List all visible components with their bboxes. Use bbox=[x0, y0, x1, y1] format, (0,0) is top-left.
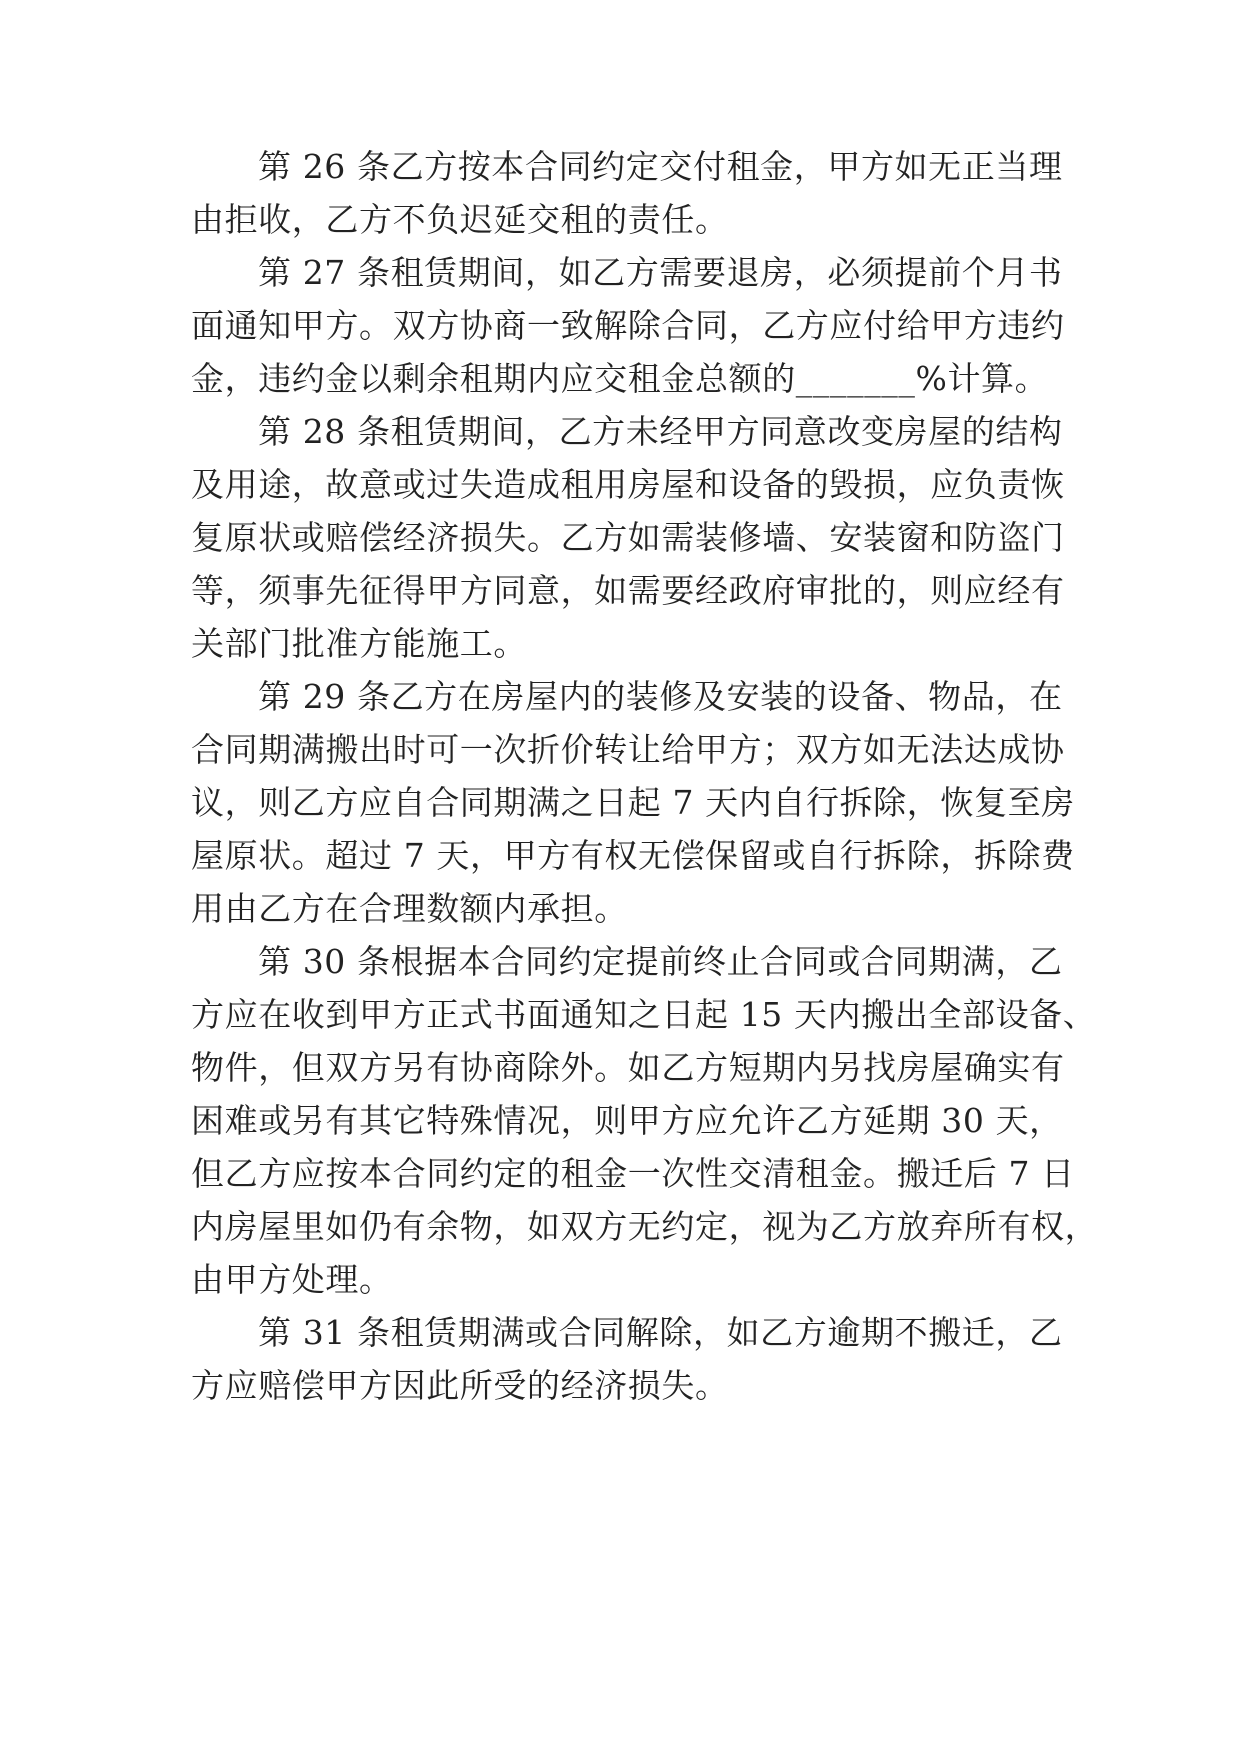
article-30-line-3: 物件，但双方另有协商除外。如乙方短期内另找房屋确实有 bbox=[191, 1048, 1065, 1087]
article-29-line-5: 用由乙方在合理数额内承担。 bbox=[191, 889, 628, 928]
article-29-line-3: 议，则乙方应自合同期满之日起 7 天内自行拆除，恢复至房 bbox=[191, 783, 1075, 822]
article-26-line-1: 第 26 条乙方按本合同约定交付租金，甲方如无正当理 bbox=[258, 147, 1063, 186]
article-27-line-1: 第 27 条租赁期间，如乙方需要退房，必须提前个月书 bbox=[258, 253, 1063, 292]
article-26-line-2: 由拒收，乙方不负迟延交租的责任。 bbox=[191, 200, 729, 239]
article-29-line-2: 合同期满搬出时可一次折价转让给甲方；双方如无法达成协 bbox=[191, 730, 1065, 769]
article-27-line-2: 面通知甲方。双方协商一致解除合同，乙方应付给甲方违约 bbox=[191, 306, 1065, 345]
article-30-line-2: 方应在收到甲方正式书面通知之日起 15 天内搬出全部设备、 bbox=[191, 995, 1097, 1034]
article-28-line-4: 等，须事先征得甲方同意，如需要经政府审批的，则应经有 bbox=[191, 571, 1065, 610]
article-31-line-1: 第 31 条租赁期满或合同解除，如乙方逾期不搬迁，乙 bbox=[258, 1313, 1063, 1352]
article-30-line-1: 第 30 条根据本合同约定提前终止合同或合同期满，乙 bbox=[258, 942, 1063, 981]
article-28-line-1: 第 28 条租赁期间，乙方未经甲方同意改变房屋的结构 bbox=[258, 412, 1063, 451]
article-27-line-3: 金，违约金以剩余租期内应交租金总额的_______%计算。 bbox=[191, 359, 1049, 398]
article-29-line-4: 屋原状。超过 7 天，甲方有权无偿保留或自行拆除，拆除费 bbox=[191, 836, 1075, 875]
article-30-line-4: 困难或另有其它特殊情况，则甲方应允许乙方延期 30 天， bbox=[191, 1101, 1063, 1140]
article-30-line-7: 由甲方处理。 bbox=[191, 1260, 393, 1299]
article-28-line-3: 复原状或赔偿经济损失。乙方如需装修墙、安装窗和防盗门 bbox=[191, 518, 1065, 557]
article-30-line-5: 但乙方应按本合同约定的租金一次性交清租金。搬迁后 7 日 bbox=[191, 1154, 1075, 1193]
article-28-line-5: 关部门批准方能施工。 bbox=[191, 624, 527, 663]
article-30-line-6: 内房屋里如仍有余物，如双方无约定，视为乙方放弃所有权， bbox=[191, 1207, 1099, 1246]
article-31-line-2: 方应赔偿甲方因此所受的经济损失。 bbox=[191, 1366, 729, 1405]
article-28-line-2: 及用途，故意或过失造成租用房屋和设备的毁损，应负责恢 bbox=[191, 465, 1065, 504]
article-29-line-1: 第 29 条乙方在房屋内的装修及安装的设备、物品，在 bbox=[258, 677, 1063, 716]
